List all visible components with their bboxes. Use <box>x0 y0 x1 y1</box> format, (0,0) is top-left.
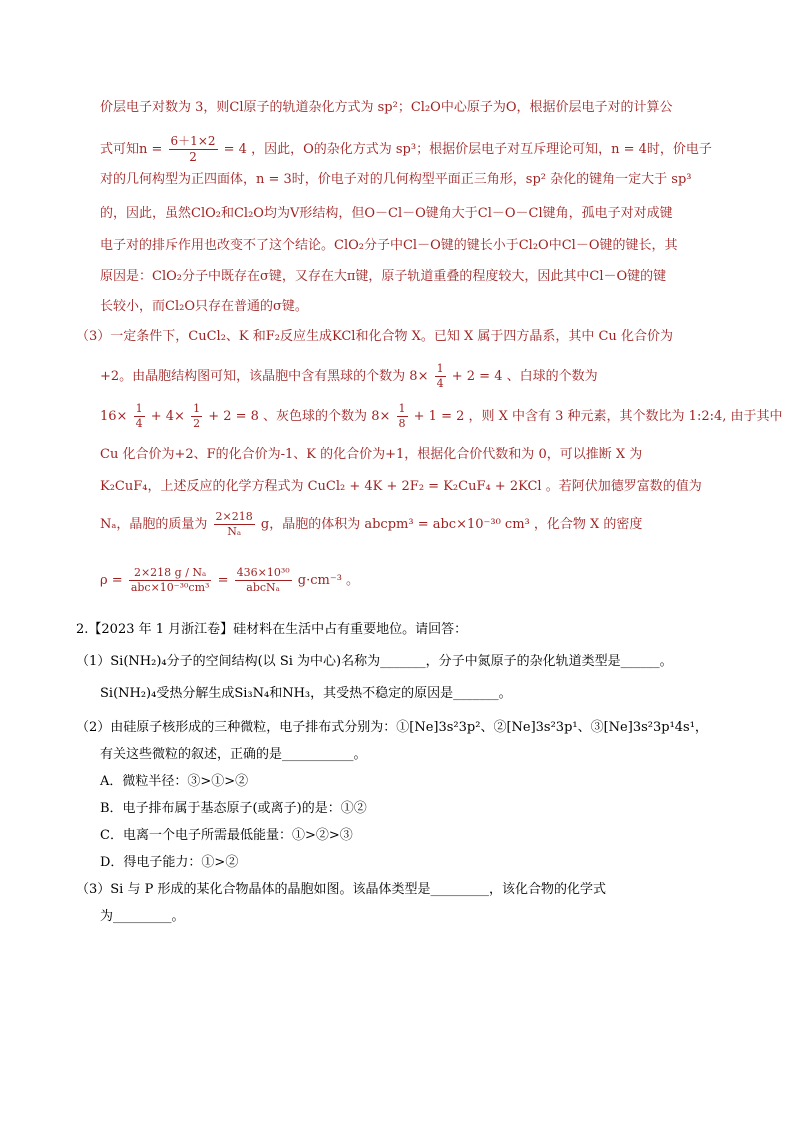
text-line: 价层电子对数为 3，则Cl原子的轨道杂化方式为 sp²；Cl₂O中心原子为O，根据价层电子对的计算公 <box>100 100 673 115</box>
text-line: 的，因此，虽然ClO₂和Cl₂O均为V形结构，但O－Cl－O键角大于Cl－O－Cl键角，孤电子对对成键 <box>100 206 673 221</box>
fraction-denominator: 2 <box>193 417 201 430</box>
text-line: （3）一定条件下，CuCl₂、K 和F₂反应生成KCl和化合物 X。已知 X 属于四方晶系，其中 Cu 化合价为 <box>76 329 673 344</box>
text-line: 对的几何构型为正四面体，n = 3时，价电子对的几何构型平面正三角形，sp² 杂化的键角一定大于 sp³ <box>100 172 692 187</box>
text-line <box>100 362 598 391</box>
text-segment: + 2 = 4 、白球的个数为 <box>451 369 598 384</box>
fraction-numerator: 2×218 <box>215 510 253 523</box>
fraction-denominator: Nₐ <box>227 525 242 538</box>
text-segment: 16× <box>100 409 128 424</box>
text-line: Cu 化合价为+2、F的化合价为-1、K 的化合价为+1，根据化合价代数和为 0，可以推断 X 为 <box>100 447 643 462</box>
fraction-numerator: 1 <box>398 402 406 415</box>
text-line: 原因是：ClO₂分子中既存在σ键，又存在大π键，原子轨道重叠的程度较大，因此其中Cl－O键的键 <box>100 269 667 284</box>
text-segment: Nₐ，晶胞的质量为 <box>100 517 208 532</box>
fraction-denominator: 8 <box>398 417 406 430</box>
text-line <box>100 510 642 539</box>
text-segment: 式可知n = <box>100 142 163 157</box>
text-line: 电子对的排斥作用也改变不了这个结论。ClO₂分子中Cl－O键的键长小于Cl₂O中Cl－O键的键长，其 <box>100 238 678 253</box>
fraction-n <box>169 134 218 165</box>
text-line: 长较小，而Cl₂O只存在普通的σ键。 <box>100 299 308 314</box>
text-segment: g·cm⁻³ 。 <box>297 573 360 588</box>
option-c: C．电离一个电子所需最低能量：①>②>③ <box>100 828 353 843</box>
text-segment: = 4 ，因此，O的杂化方式为 sp³；根据价层电子对互斥理论可知，n = 4时，价电子 <box>223 142 712 157</box>
fraction-denominator: 4 <box>436 377 444 390</box>
question-part: 为_________。 <box>100 909 185 924</box>
fraction-numerator: 2×218 g / Nₐ <box>129 566 212 581</box>
fraction-denominator: abc×10⁻³⁰cm³ <box>130 581 210 594</box>
text-segment: = <box>217 573 229 588</box>
text-line <box>100 134 712 165</box>
fraction-cell-mass <box>214 510 255 539</box>
fraction-numerator: 1 <box>193 402 201 415</box>
fraction-denominator: 2 <box>189 150 197 164</box>
text-line <box>100 402 783 431</box>
text-segment: +2。由晶胞结构图可知，该晶胞中含有黑球的个数为 8× <box>100 369 429 384</box>
fraction-density-2 <box>235 566 292 595</box>
text-segment: + 4× <box>150 409 185 424</box>
fraction-density-1 <box>129 566 212 595</box>
fraction-numerator: 6＋1×2 <box>170 134 216 148</box>
question-part: Si(NH₂)₄受热分解生成Si₃N₄和NH₃，其受热不稳定的原因是_______。 <box>100 686 512 701</box>
fraction-numerator: 1 <box>436 362 444 375</box>
text-segment: g，晶胞的体积为 abcpm³ = abc×10⁻³⁰ cm³ ，化合物 X 的密度 <box>260 517 643 532</box>
fraction-numerator: 436×10³⁰ <box>236 566 290 579</box>
question-part: （3）Si 与 P 形成的某化合物晶体的晶胞如图。该晶体类型是_________，该化合物的化学式 <box>76 882 606 897</box>
fraction-one-quarter <box>435 362 446 391</box>
text-segment: ρ = <box>100 573 123 588</box>
fraction-one-half <box>191 402 202 431</box>
question-part: （1）Si(NH₂)₄分子的空间结构(以 Si 为中心)名称为_______，分子中氮原子的杂化轨道类型是______。 <box>76 654 673 669</box>
text-segment: + 2 = 8 、灰色球的个数为 8× <box>208 409 391 424</box>
fraction-denominator: 4 <box>135 417 143 430</box>
text-segment: + 1 = 2 ，则 X 中含有 3 种元素，其个数比为 1:2:4, 由于其中 <box>413 409 783 424</box>
fraction-one-quarter <box>134 402 145 431</box>
density-formula <box>100 566 359 595</box>
option-d: D．得电子能力：①>② <box>100 855 239 870</box>
question-part: 有关这些微粒的叙述，正确的是___________。 <box>100 747 367 762</box>
text-line: K₂CuF₄，上述反应的化学方程式为 CuCl₂ + 4K + 2F₂ = K₂CuF₄ + 2KCl 。若阿伏加德罗富数的值为 <box>100 479 702 494</box>
option-b: B．电子排布属于基态原子(或离子)的是：①② <box>100 801 367 816</box>
question-heading: 2.【2023 年 1 月浙江卷】硅材料在生活中占有重要地位。请回答： <box>76 622 468 637</box>
fraction-denominator: abcNₐ <box>246 581 280 594</box>
fraction-one-eighth <box>397 402 408 431</box>
option-a: A．微粒半径：③>①>② <box>100 774 249 789</box>
fraction-numerator: 1 <box>135 402 143 415</box>
question-part: （2）由硅原子核形成的三种微粒，电子排布式分别为：①[Ne]3s²3p²、②[Ne]3s²3p¹、③[Ne]3s²3p¹4s¹， <box>76 720 708 735</box>
